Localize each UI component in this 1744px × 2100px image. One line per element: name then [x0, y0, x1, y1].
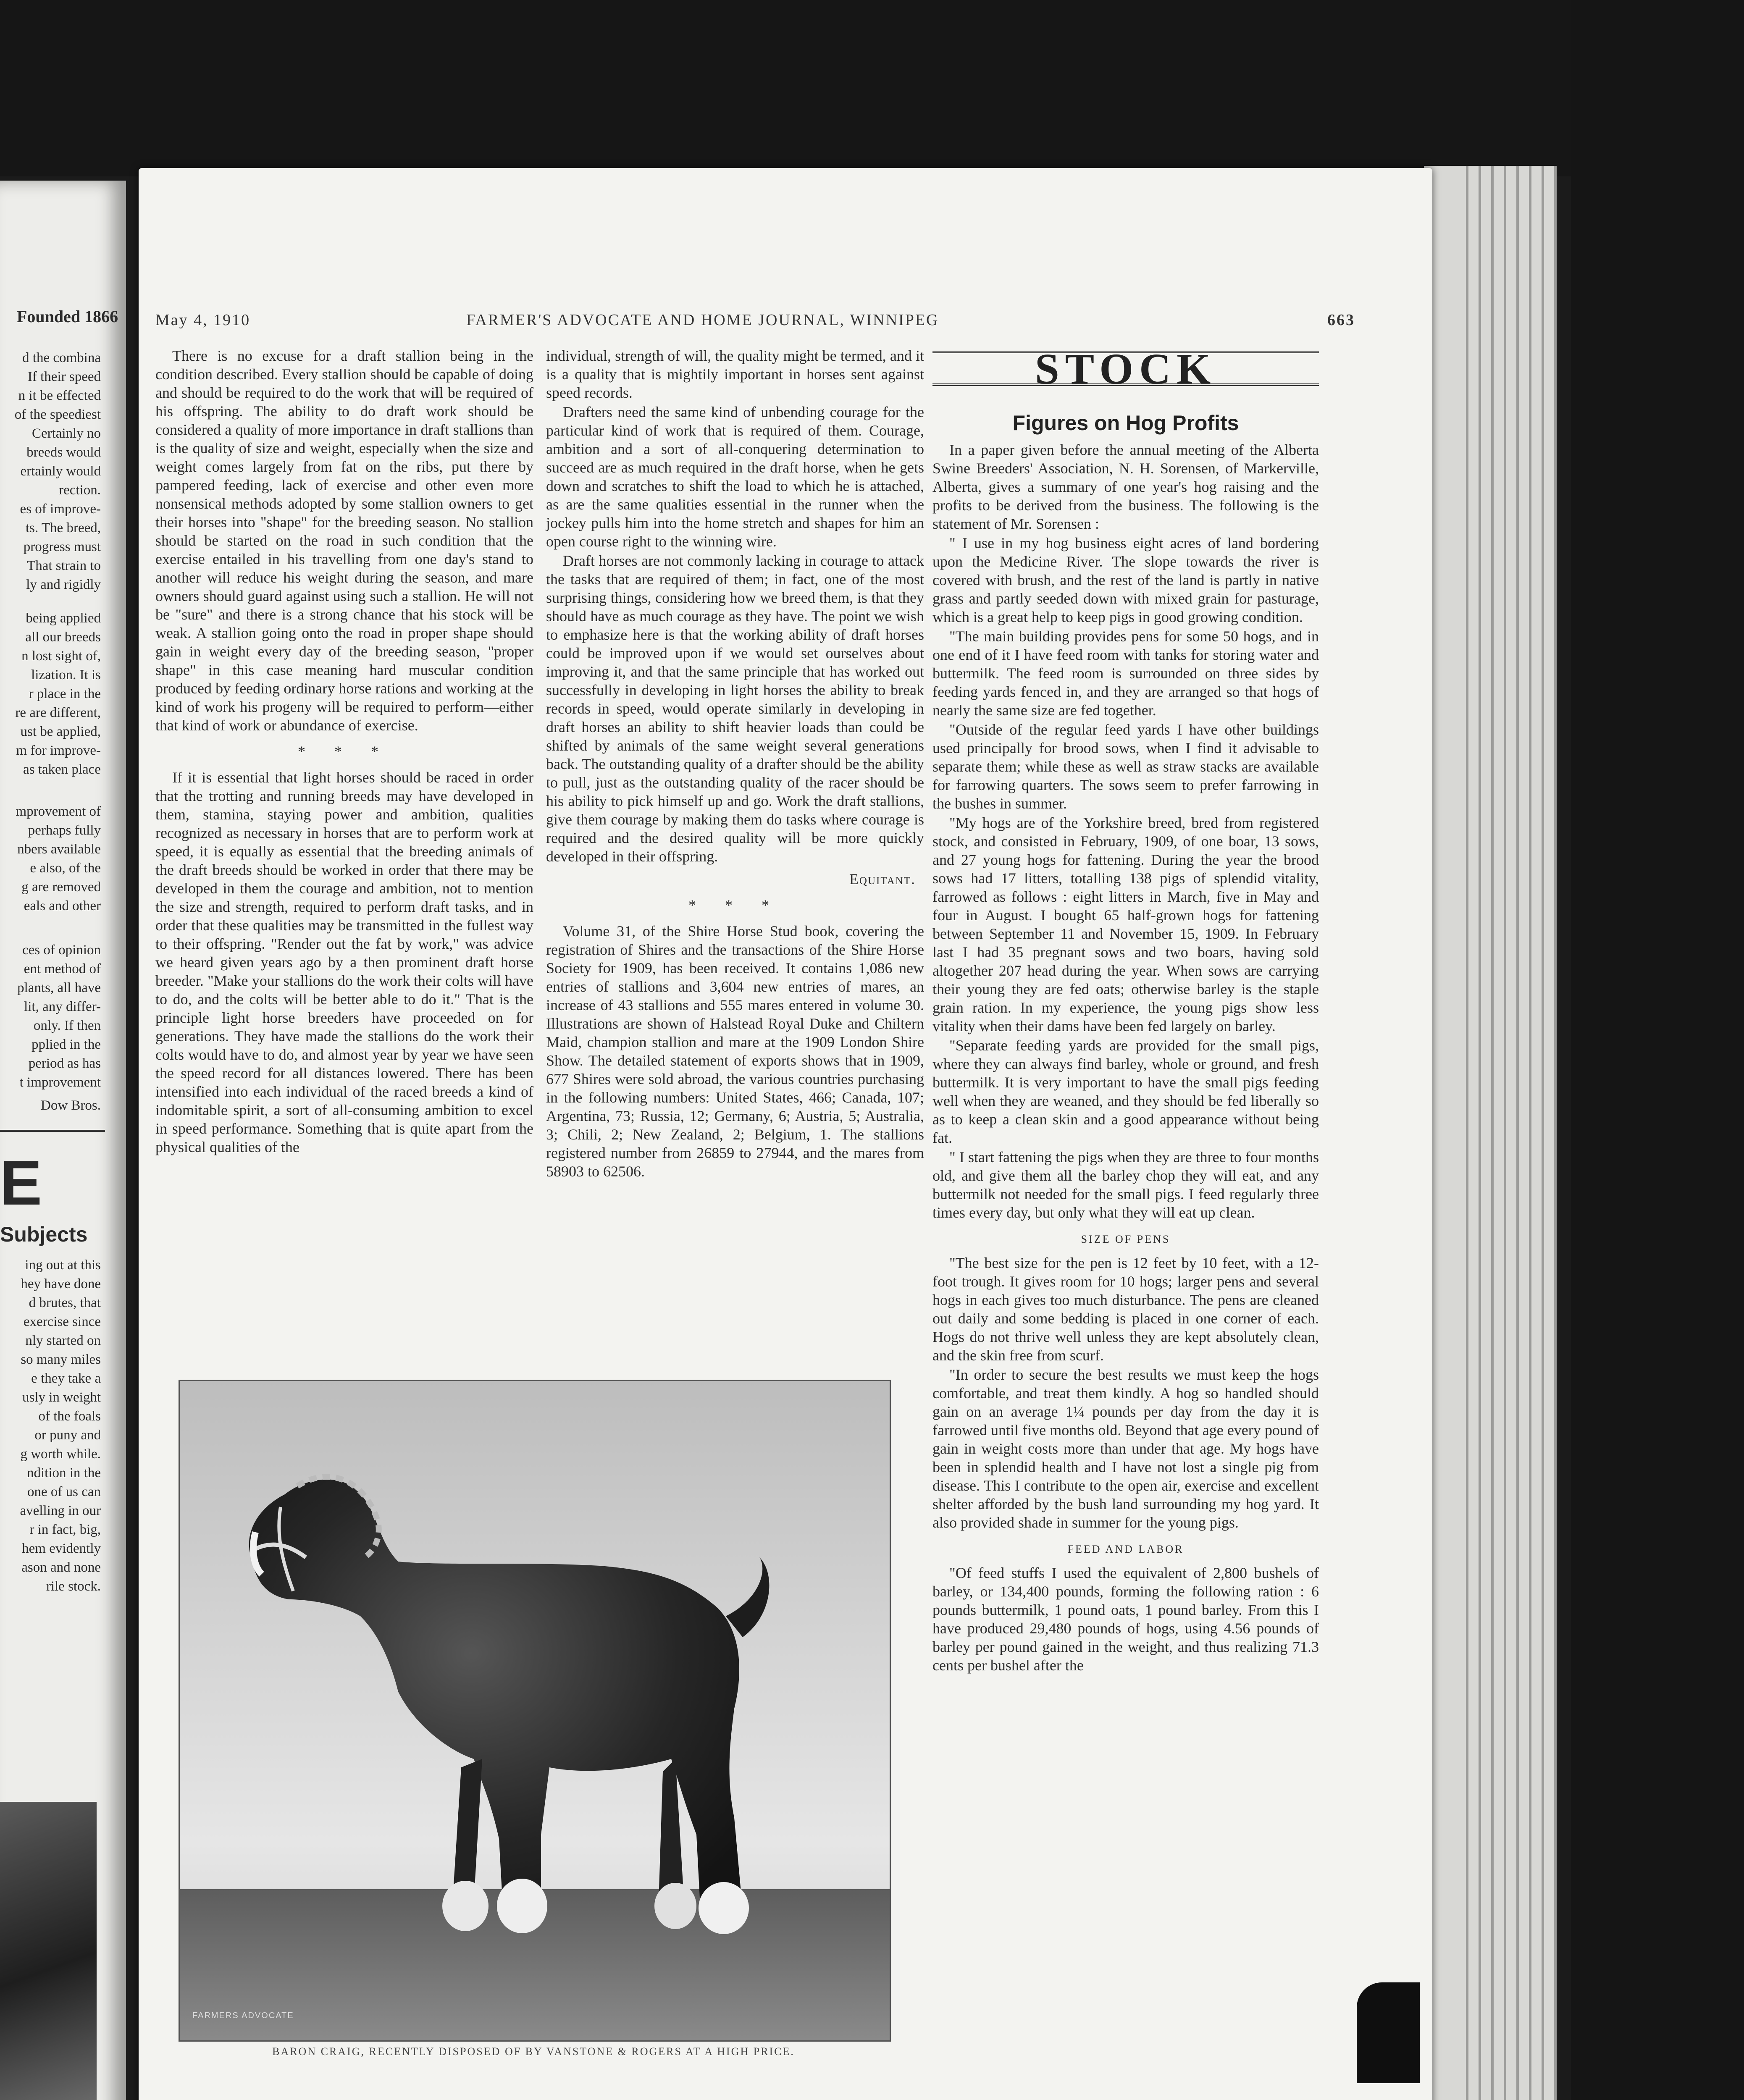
previous-page-column-c [0, 802, 101, 916]
previous-page-line: perhaps fully [28, 823, 101, 838]
column-3-paragraph-4: "Outside of the regular feed yards I have other buildings used principally for brood sows, when I find it advisable to separate them; while these as well as straw stacks are available for farrowing quarters. The sows seem to prefer farrowing in the bushes in summer. [932, 721, 1319, 812]
previous-page-line: nly started on [25, 1333, 101, 1348]
column-3-paragraph-6: "Separate feeding yards are provided for the small pigs, where they can always find barley, whole or ground, and fresh buttermilk. It is very important to have the small pigs feeding well when they are weaned, and they should be fed liberally so as to keep a clean skin and a good appearance without being fat. [932, 1037, 1319, 1146]
photo-caption: BARON CRAIG, RECENTLY DISPOSED OF BY VANSTONE & ROGERS AT A HIGH PRICE. [272, 2045, 795, 2058]
previous-page-line: ndition in the [27, 1465, 101, 1480]
book-page-edges [1424, 166, 1571, 2100]
previous-page-column-b [0, 609, 101, 779]
column-3-paragraph-5: "My hogs are of the Yorkshire breed, bred from registered stock, and consisted in February, 1909, of one boar, 13 sows, and 27 young hogs for fattening. During the year the brood sows had 17 litters, totalling 138 pigs of splendid vitality, farrowed as follows : eight litters in March, five in May and four in August. I bought 65 half-grown hogs for fattening between September 11 and November 15, 1909. In February last I had 35 pregnant sows and two boars, having sold altogether 207 head during the year. When sows are carrying their young they are fed oats; otherwise barley is the staple grain ration. In my experience, the young pigs show less vitality when their dams have been fed largely on barley. [932, 814, 1319, 1034]
horse-photograph [179, 1380, 891, 2042]
previous-page-line: avelling in our [20, 1503, 101, 1518]
previous-page-line: ason and none [21, 1560, 101, 1575]
issue-date: May 4, 1910 [155, 311, 251, 329]
previous-page-line: so many miles [21, 1352, 101, 1367]
previous-page-line: n it be effected [18, 388, 101, 403]
column-2-paragraph-2: Drafters need the same kind of unbending courage for the particular kind of work that is required of them. Courage, ambition and a sort of all-conquering determination to succeed are as much required in the draft horse, when he gets down and scratches to shift the load to which he is attached, as are the same qualities essential in the runner when the jockey pulls him into the home stretch and shapes for him an open course right to the winning wire. [546, 404, 924, 550]
previous-page-line: t improvement [19, 1075, 101, 1090]
column-2-paragraph-1: individual, strength of will, the quality might be termed, and it is a quality that is mightily important in horses sent against speed records. [546, 347, 924, 401]
previous-page-line: or puny and [34, 1428, 101, 1443]
column-3-paragraph-3: "The main building provides pens for some 50 hogs, and in one end of it I have feed room with tanks for storing water and buttermilk. The feed room is surrounded on three sides by feeding yards fenced in, and they are arranged so that hogs of nearly the same size are fed together. [932, 628, 1319, 719]
previous-page-line: ces of opinion [22, 942, 101, 958]
previous-page-line: ing out at this [25, 1257, 101, 1273]
previous-page-line: r place in the [29, 686, 101, 701]
page-number: 663 [1327, 311, 1355, 329]
previous-page-line: lization. It is [31, 667, 101, 682]
column-2-paragraph-3: Draft horses are not commonly lacking in courage to attack the tasks that are required of them; in fact, one of the most surprising things, considering how we breed them, is that they should have as much courage as they have. The point we wish to emphasize here is that the working ability of draft horses could be improved upon if we would set ourselves about improving it, and that the same principle that has worked out successfully in developing in light horses the ability to break records in speed, would operate similarly in developing in draft horses an ability to shift heavier loads than could be shifted by animals of the same weight several generations back. The outstanding quality of a drafter should be the ability to pull, just as the outstanding quality of the racer should be his ability to pick himself up and go. Work the draft stallions, give them courage by making them do tasks where courage is required and the desired quality will be more quickly developed in their offspring. [546, 552, 924, 865]
previous-page-line: plants, all have [17, 980, 101, 995]
previous-page-header: Founded 1866 [17, 307, 118, 326]
previous-page-line: of the foals [38, 1409, 101, 1424]
previous-page-column-e [0, 1256, 101, 1596]
previous-page-signature: Dow Bros. [40, 1098, 101, 1113]
previous-page-line: nbers available [17, 842, 101, 857]
previous-page-line: being applied [26, 611, 101, 626]
previous-page-line: of the speediest [14, 407, 101, 422]
author-signature: Equitant. [849, 871, 916, 887]
photo-credit: FARMERS ADVOCATE [192, 2011, 294, 2020]
page-curl-shadow [1357, 1982, 1420, 2083]
previous-page-line: ent method of [24, 961, 101, 976]
previous-page-line: mprovement of [16, 804, 101, 819]
previous-page-line: ts. The breed, [25, 520, 101, 536]
previous-page-line: g are removed [21, 879, 101, 895]
previous-page-line: period as has [28, 1056, 101, 1071]
previous-page-line: only. If then [33, 1018, 101, 1033]
previous-page-line: e also, of the [30, 861, 101, 876]
column-3-paragraph-1: In a paper given before the annual meeting of the Alberta Swine Breeders' Association, N. H. Sorensen, of Markerville, Alberta, gives a summary of one year's hog raising and the profits to be derived from the business. The following is the statement of Mr. Sorensen : [932, 441, 1319, 532]
previous-page-line: usly in weight [22, 1390, 101, 1405]
scanner-background-right [1571, 0, 1744, 2100]
previous-page-line: If their speed [27, 369, 101, 384]
subhead-size-of-pens: SIZE OF PENS [1081, 1233, 1171, 1245]
previous-page-line: hem evidently [22, 1541, 101, 1556]
previous-page-subhead: Subjects [0, 1223, 88, 1246]
previous-page-line: es of improve- [20, 501, 101, 517]
previous-page-line: rection. [59, 483, 101, 498]
previous-page-column-a [0, 349, 101, 594]
previous-page-line: m for improve- [16, 743, 101, 758]
column-3-paragraph-9: "In order to secure the best results we must keep the hogs comfortable, and treat them kindly. A hog so handled should gain on an average 1¼ pounds per day from the day it is farrowed until five months old. Beyond that age every pound of gain in weight costs more than under that age. My hogs have been in splendid health and I have not lost a single pig from disease. This I contribute to the open air, exercise and excellent shelter afforded by the bush land surrounding my hog yard. It also provided shade in summer for the young pigs. [932, 1366, 1319, 1531]
section-title: STOCK [1035, 345, 1217, 393]
previous-page-line: rile stock. [46, 1579, 101, 1594]
previous-page-line: d the combina [22, 350, 101, 365]
article-title: Figures on Hog Profits [1012, 411, 1239, 435]
column-3-paragraph-2: " I use in my hog business eight acres of land bordering upon the Medicine River. The slope towards the river is covered with brush, and the rest of the land is partly in native grass and partly seeded down with mixed grain for pasturage, which is a great help to keep pigs in good growing condition. [932, 535, 1319, 625]
previous-page-line: breeds would [26, 445, 101, 460]
previous-page-line: exercise since [23, 1314, 101, 1329]
article-column-2 [546, 346, 924, 1522]
scanner-background-top [0, 0, 1744, 176]
previous-page-line: pplied in the [32, 1037, 101, 1052]
previous-page-line: all our breeds [25, 630, 101, 645]
previous-page-column-d [0, 941, 101, 1092]
column-3-paragraph-10: "Of feed stuffs I used the equivalent of 2,800 bushels of barley, or 134,400 pounds, forming the following ration : 6 pounds buttermilk, 1 pound oats, 1 pound barley. From this I have produced 29,480 pounds of hogs, using 4.56 pounds of barley per pound gained in the weight, and thus realizing 71.3 cents per bushel after the [932, 1564, 1319, 1674]
column-2-paragraph-4: Volume 31, of the Shire Horse Stud book, covering the registration of Shires and the transactions of the Shire Horse Society for 1909, has been received. It contains 1,086 new entries of stallions and 3,604 new entries of mares, an increase of 43 stallions and 555 mares entered in volume 30. Illustrations are shown of Halstead Royal Duke and Chiltern Maid, champion stallion and mare at the 1909 London Shire Show. The detailed statement of exports shows that in 1909, 677 Shires were sold abroad, the various countries purchasing in the following numbers: United States, 466; Canada, 107; Argentina, 73; Russia, 12; Germany, 6; Austria, 5; Australia, 3; Chili, 2; New Zealand, 2; Belgium, 1. The stallions registered number from 26859 to 27944, and the mares from 58903 to 62506. [546, 923, 924, 1180]
previous-page-line: hey have done [21, 1276, 101, 1292]
previous-page-rule [0, 1130, 105, 1132]
previous-page-line: r in fact, big, [29, 1522, 101, 1537]
previous-page-line: re are different, [15, 705, 101, 720]
publication-title: FARMER'S ADVOCATE AND HOME JOURNAL, WINNIPEG [466, 311, 939, 329]
previous-page-line: Certainly no [32, 426, 101, 441]
article-column-3 [932, 346, 1319, 2090]
previous-page-line: d brutes, that [29, 1295, 101, 1310]
column-1-paragraph-2: If it is essential that light horses should be raced in order that the trotting and running breeds may have developed in them, stamina, staying power and ambition, qualities recognized as necessary in horses that are to perform work at speed, it is equally as essential that the breeding animals of the draft breeds should be worked in order that there may be developed in them the courage and ambition, not to mention the size and strength, required to perform draft tasks, and in order that these qualities may be transmitted in the fullest way to their offspring. "Render out the fat by work," was advice we heard given years ago by a then prominent draft horse breeder. "Make your stallions do the work their colts will have to do, and the colts will be better able to do it." That is the principle light horse breeders have proceeded on for generations. They have made the stallions do the work their colts would have to do, and almost year by year we have seen the speed record for all distances lowered. There has been intensified into each individual of the raced breeds a kind of indomitable spirit, a sort of all-consuming ambition to excel in speed performance. Something that is quite apart from the physical qualities of the [155, 769, 533, 1155]
previous-page-line: g worth while. [20, 1446, 101, 1462]
previous-page-line: That strain to [27, 558, 101, 573]
column-3-paragraph-7: " I start fattening the pigs when they are three to four months old, and give them all the barley chop they will eat, and any buttermilk not needed for the small pigs. I feed regularly three times every day, but only what they will eat up clean. [932, 1149, 1319, 1221]
previous-page-line: e they take a [31, 1371, 101, 1386]
newspaper-page [139, 168, 1432, 2100]
section-break-stars: * * * [688, 897, 782, 914]
column-3-paragraph-8: "The best size for the pen is 12 feet by 10 feet, with a 12-foot trough. It gives room for 10 hogs; larger pens and several hogs in each gives too much disturbance. The pens are cleaned out daily and some bedding is placed in one corner of each. Hogs do not thrive well unless they are kept absolutely clean, and the skin free from scurf. [932, 1255, 1319, 1364]
previous-page-line: as taken place [23, 762, 101, 777]
article-column-1 [155, 346, 533, 1522]
subhead-feed-and-labor: FEED AND LABOR [1067, 1543, 1184, 1555]
previous-page-line: n lost sight of, [21, 648, 101, 664]
previous-page-line: eals and other [24, 898, 101, 914]
section-break-stars: * * * [298, 743, 391, 760]
previous-page [0, 181, 126, 2100]
previous-page-line: ertainly would [20, 464, 101, 479]
previous-page-line: progress must [23, 539, 101, 554]
previous-page-line: lit, any differ- [24, 999, 101, 1014]
previous-page-line: ust be applied, [20, 724, 101, 739]
previous-page-section-letter: E [0, 1147, 42, 1218]
horse-photo-drawing [180, 1381, 890, 2040]
previous-page-line: one of us can [27, 1484, 101, 1499]
previous-page-photo [0, 1802, 97, 2100]
previous-page-line: ly and rigidly [26, 577, 101, 592]
column-1-paragraph-1: There is no excuse for a draft stallion being in the condition described. Every stallion should be capable of doing and should be required to do the work that will be required of his offspring. The ability to do draft work should be considered a quality of more importance in draft stallions than is the quality of size and weight, especially when the size and weight comes largely from fat on the ribs, put there by pampered feeding, lack of exercise and other even more nonsensical methods adopted by some stallion owners to get their horses into "shape" for the breeding season. No stallion should be started on the road in such condition that the exercise entailed in his travelling from one day's stand to another will reduce his weight during the season, and mare owners should guard against using such a stallion. He will not be "sure" and there is a strong chance that his stock will be weak. A stallion going onto the road in proper shape should gain in weight every day of the breeding season, "proper shape" in this case meaning hard muscular condition produced by feeding ordinary horse rations and working at the kind of work his progeny will be required to perform—either that kind of work or abundance of exercise. [155, 347, 533, 734]
